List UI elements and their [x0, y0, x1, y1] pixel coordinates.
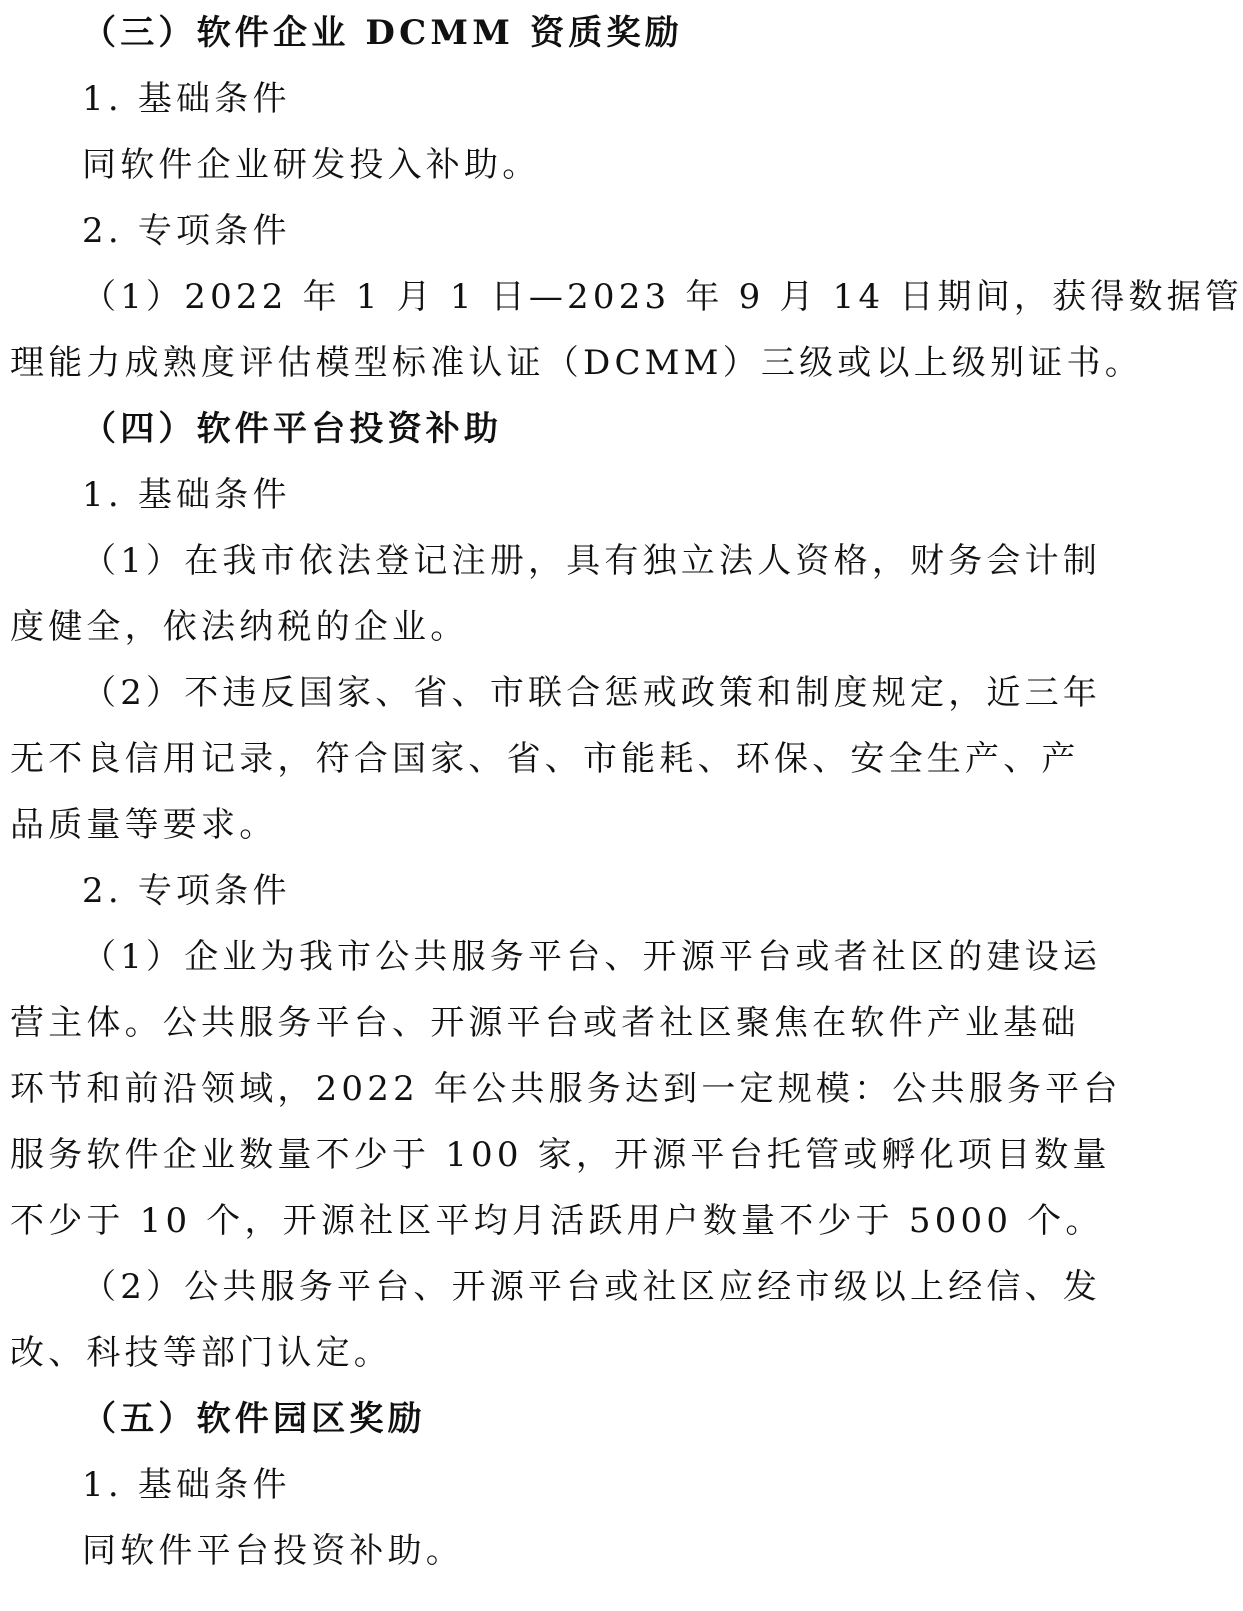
section-4-basic-item-1-line-1: （1）在我市依法登记注册，具有独立法人资格，财务会计制	[82, 541, 1102, 581]
section-5-basic-text: 同软件平台投资补助。	[82, 1531, 464, 1571]
section-4-special-item-1-line-2: 营主体。公共服务平台、开源平台或者社区聚焦在软件产业基础	[10, 1003, 1080, 1043]
section-4-basic-item-2-line-1: （2）不违反国家、省、市联合惩戒政策和制度规定，近三年	[82, 673, 1102, 713]
section-3-special-item-1-line-1: （1）2022 年 1 月 1 日—2023 年 9 月 14 日期间，获得数据管	[82, 277, 1243, 317]
section-3-basic-text: 同软件企业研发投入补助。	[82, 145, 541, 185]
section-4-basic-item-2-line-2: 无不良信用记录，符合国家、省、市能耗、环保、安全生产、产	[10, 739, 1080, 779]
section-4-special-item-1-line-3: 环节和前沿领域，2022 年公共服务达到一定规模：公共服务平台	[10, 1069, 1122, 1109]
section-4-special-item-1-line-4: 服务软件企业数量不少于 100 家，开源平台托管或孵化项目数量	[10, 1135, 1111, 1175]
section-3-basic-label: 1. 基础条件	[82, 79, 291, 119]
section-5-basic-label: 1. 基础条件	[82, 1465, 291, 1505]
section-3-special-label: 2. 专项条件	[82, 211, 291, 251]
section-3-heading: （三）软件企业 DCMM 资质奖励	[82, 13, 683, 53]
section-4-special-item-2-line-2: 改、科技等部门认定。	[10, 1333, 392, 1373]
document-page	[10, 0, 1243, 1584]
section-3-special-item-1-line-2: 理能力成熟度评估模型标准认证（DCMM）三级或以上级别证书。	[10, 343, 1143, 383]
section-4-special-item-1-line-5: 不少于 10 个，开源社区平均月活跃用户数量不少于 5000 个。	[10, 1201, 1104, 1241]
section-5-heading: （五）软件园区奖励	[82, 1399, 426, 1439]
section-4-special-item-2-line-1: （2）公共服务平台、开源平台或社区应经市级以上经信、发	[82, 1267, 1102, 1307]
section-4-basic-item-1-line-2: 度健全，依法纳税的企业。	[10, 607, 469, 647]
section-4-special-item-1-line-1: （1）企业为我市公共服务平台、开源平台或者社区的建设运	[82, 937, 1102, 977]
section-4-special-label: 2. 专项条件	[82, 871, 291, 911]
section-4-basic-label: 1. 基础条件	[82, 475, 291, 515]
section-4-basic-item-2-line-3: 品质量等要求。	[10, 805, 278, 845]
section-4-heading: （四）软件平台投资补助	[82, 409, 503, 449]
